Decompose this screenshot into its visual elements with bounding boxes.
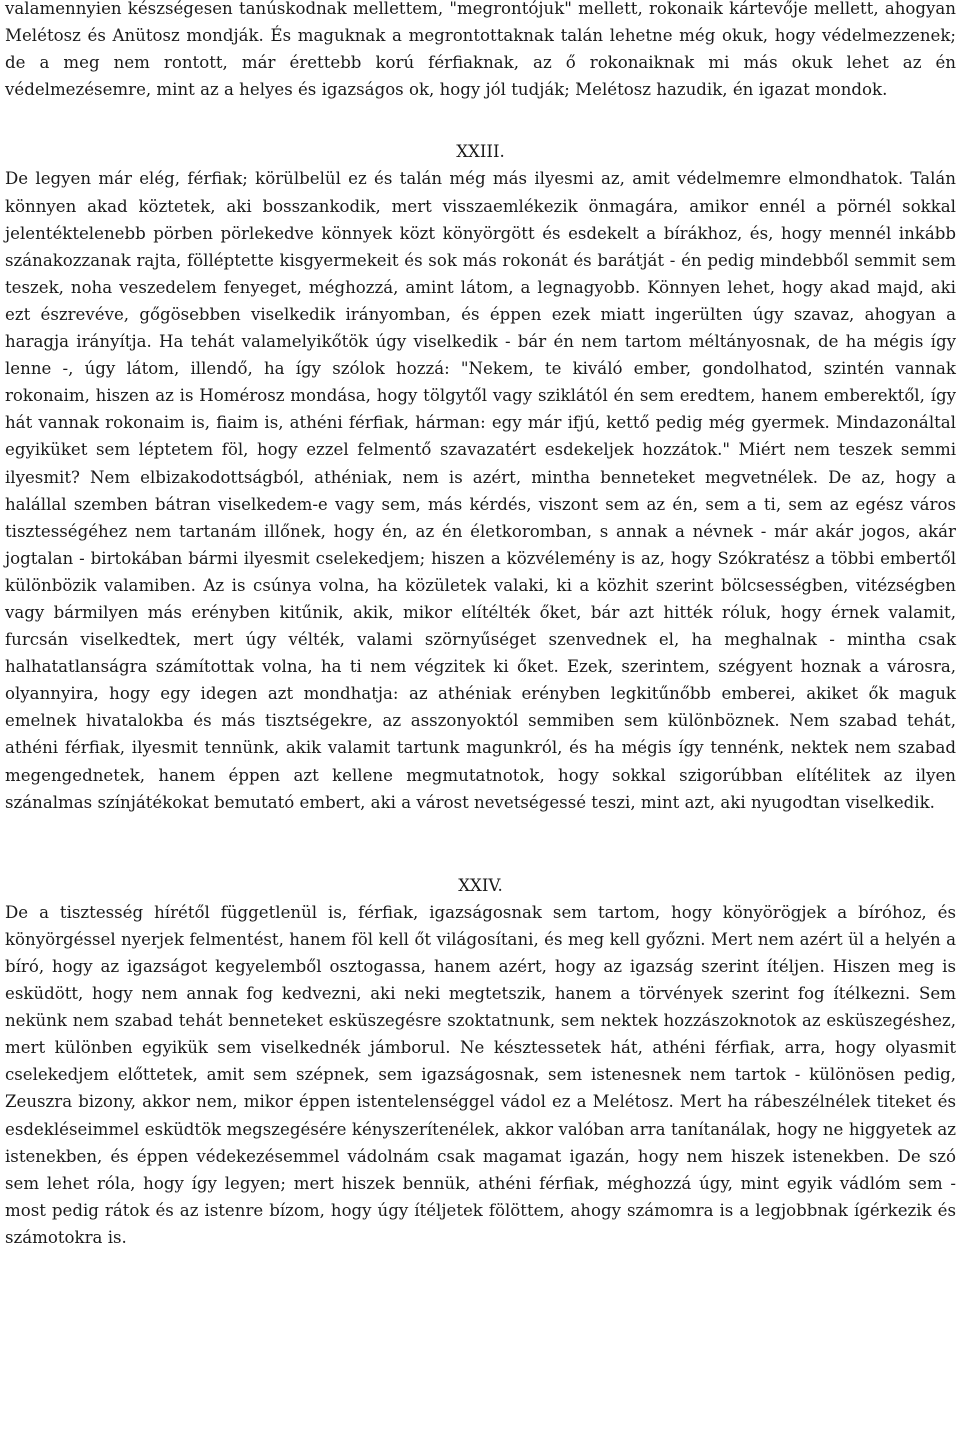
intro-paragraph: valamennyien készségesen tanúskodnak mellettem, "megrontójuk" mellett, rokonaik kártevője mellett, ahogyan Melétosz és Anütosz mondják. És maguknak a megrontottaknak talán lehetne még okuk, hogy védelmezzenek; de a meg nem rontott, már érettebb korú férfiaknak, az ő rokonaiknak mi más okuk lehet az én védelmezésemre, mint az a helyes és igazságos ok, hogy jól tudják; Melétosz hazudik, én igazat mondok.	[5, 0, 956, 100]
section-xxiii-paragraph: De legyen már elég, férfiak; körülbelül ez és talán még más ilyesmi az, amit védelmemre elmondhatok. Talán könnyen akad köztetek, aki bosszankodik, mert visszaemlékezik önmagára, amikor ennél a pörnél sokkal jelentéktelenebb pörben pörlekedve könnyek közt könyörgött és esdekelt a bírákhoz, és, hogy mennél inkább szánakozzanak rajta, fölléptette kisgyermekeit és sok más rokonát és barátját - én pedig mindebből semmit sem teszek, noha veszedelem fenyeget, méghozzá, amint látom, a legnagyobb. Könnyen lehet, hogy akad majd, aki ezt észrevéve, gőgösebben viselkedik irányomban, és éppen ezek miatt ingerülten úgy szavaz, ahogyan a haragja irányítja. Ha tehát valamelyikőtök úgy viselkedik - bár én nem tartom méltányosnak, de ha mégis így lenne -, úgy látom, illendő, ha így szólok hozzá: "Nekem, te kiváló ember, gondolhatod, szintén vannak rokonaim, hiszen az is Homérosz mondása, hogy tölgytől vagy sziklától én sem eredtem, hanem emberektől, így hát vannak rokonaim is, fiaim is, athéni férfiak, hárman: egy már ifjú, kettő pedig még gyermek. Mindazonáltal egyiküket sem léptetem föl, hogy ezzel felmentő szavazatért esdekeljek hozzátok." Miért nem teszek semmi ilyesmit? Nem elbizakodottságból, athéniak, nem is azért, mintha benneteket megvetnélek. De az, hogy a halállal szemben bátran viselkedem-e vagy sem, más kérdés, viszont sem az én, sem a ti, sem az egész város tisztességéhez nem tartanám illőnek, hogy én, az én életkoromban, s annak a névnek - már akár jogos, akár jogtalan - birtokában bármi ilyesmit cselekedjem; hiszen a közvélemény is az, hogy Szókratész a többi embertől különbözik valamiben. Az is csúnya volna, ha közületek valaki, ki a közhit szerint bölcsességben, vitézségben vagy bármilyen más erényben kitűnik, akik, mikor elítélték őket, bár azt hitték róluk, hogy érnek valamit, furcsán viselkedtek, mert úgy vélték, valami szörnyűséget szenvednek el, ha meghalnak - mintha csak halhatatlanságra számítottak volna, ha ti nem végzitek ki őket. Ezek, szerintem, szégyent hoznak a városra, olyannyira, hogy egy idegen azt mondhatja: az athéniak erényben legkitűnőbb emberei, akiket ők maguk emelnek hivatalokba és más tisztségekre, az asszonyoktól semmiben sem különböznek. Nem szabad tehát, athéni férfiak, ilyesmit tennünk, akik valamit tartunk magunkról, és ha mégis így tennénk, nektek nem szabad megengednetek, hanem éppen azt kellene megmutatnotok, hogy sokkal szigorúbban elítélitek az ilyen szánalmas színjátékokat bemutató embert, aki a várost nevetségessé teszi, mint azt, aki nyugodtan viselkedik.	[5, 169, 956, 812]
section-heading-xxiii: XXIII.	[456, 142, 505, 162]
section-spacer	[5, 816, 956, 872]
section-xxiv-paragraph: De a tisztesség hírétől függetlenül is, férfiak, igazságosnak sem tartom, hogy könyörögjek a bíróhoz, és könyörgéssel nyerjek felmentést, hanem föl kell őt világosítani, és meg kell győzni. Mert nem azért ül a helyén a bíró, hogy az igazságot kegyelemből osztogassa, hanem azért, hogy az igazság szerint ítéljen. Hiszen meg is esküdött, hogy nem annak fog kedvezni, aki neki megtetszik, hanem a törvények szerint fog ítélkezni. Sem nekünk nem szabad tehát benneteket esküszegésre szoktatnunk, sem nektek hozzászoknotok az esküszegéshez, mert különben egyikük sem viselkednék jámborul. Ne késztessetek hát, athéni férfiak, arra, hogy olyasmit cselekedjem előttetek, amit sem szépnek, sem igazságosnak, sem istenesnek nem tartok - különösen pedig, Zeuszra bizony, akkor nem, mikor éppen istentelenséggel vádol ez a Melétosz. Mert ha rábeszélnélek titeket és esdekléseimmel esküdtök megszegésére kényszerítenélek, akkor valóban arra tanítanálak, hogy ne higgyetek az istenekben, és éppen védekezésemmel vádolnám csak magamat igazán, hogy nem hiszek istenekben. De szó sem lehet róla, hogy így legyen; mert hiszek bennük, athéni férfiak, méghozzá úgy, mint egyik vádlóm sem - most pedig rátok és az istenre bízom, hogy úgy ítéljetek fölöttem, ahogy számomra is a legjobbnak ígérkezik és számotokra is.	[5, 902, 956, 1247]
document-page	[5, 0, 956, 1251]
section-heading-xxiv: XXIV.	[458, 875, 503, 895]
section-spacer	[5, 103, 956, 138]
